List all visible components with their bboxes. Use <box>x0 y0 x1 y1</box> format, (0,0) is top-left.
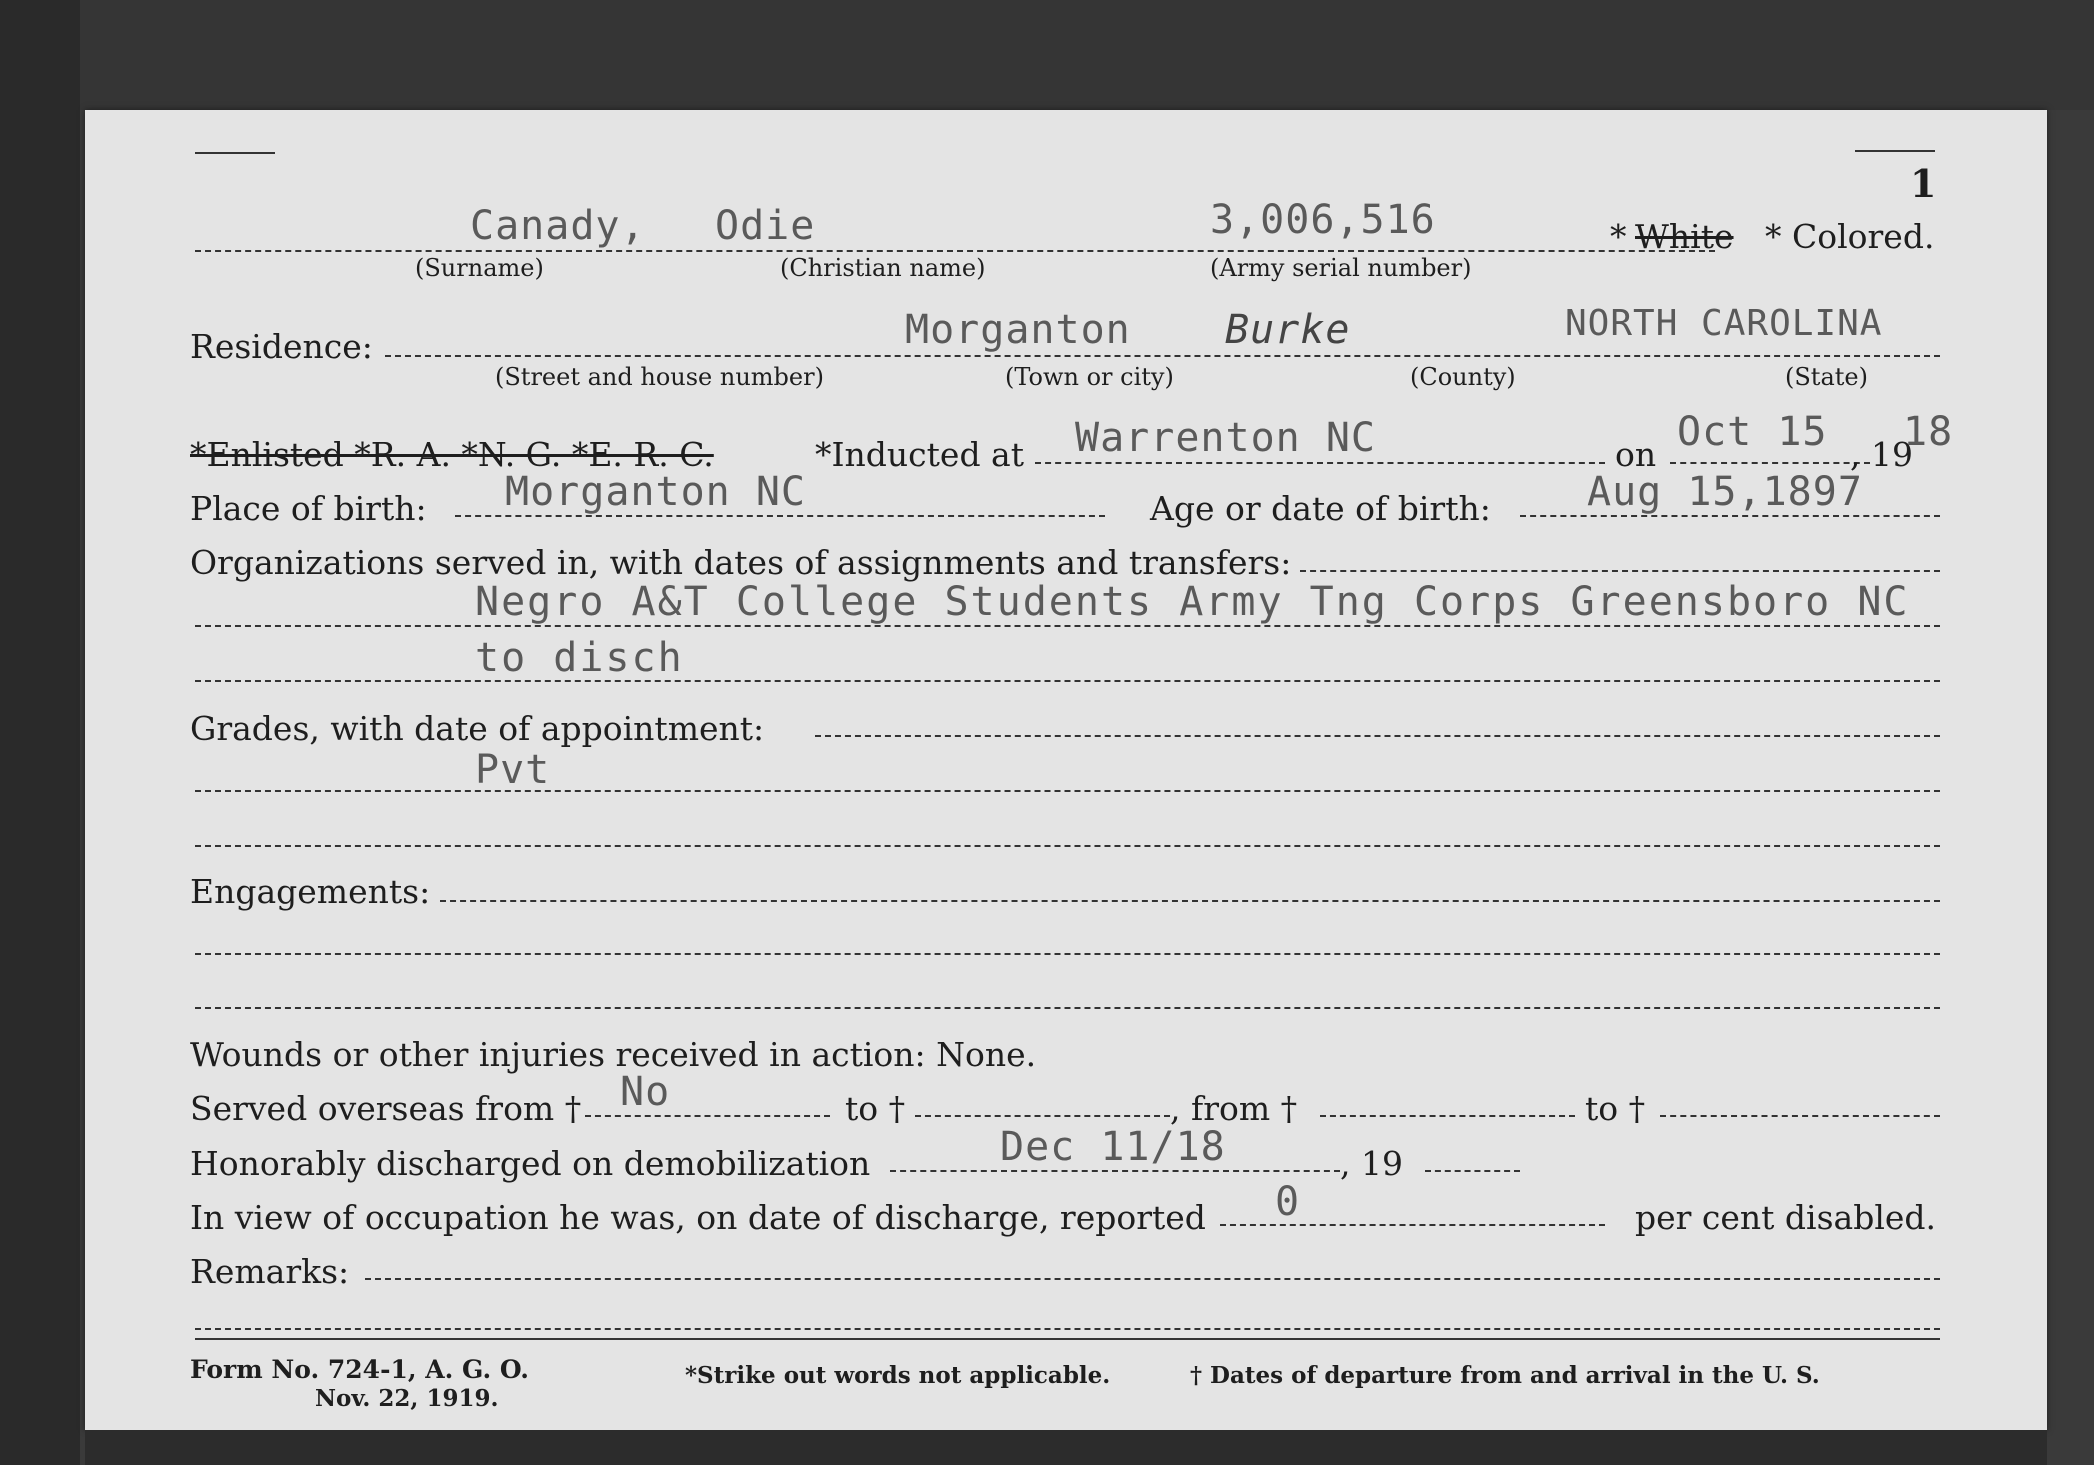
birth-date-line <box>1520 515 1940 517</box>
county-label: (County) <box>1410 363 1516 391</box>
card-number: 1 <box>1910 161 1937 206</box>
overseas-to2-line <box>1660 1115 1940 1117</box>
remarks-line-0 <box>365 1278 1940 1280</box>
disability-value: 0 <box>1275 1179 1301 1225</box>
overseas-to2-label: to † <box>1585 1089 1646 1128</box>
discharge-year-label: , 19 <box>1340 1144 1403 1183</box>
remarks-label: Remarks: <box>190 1252 350 1291</box>
residence-label: Residence: <box>190 327 373 366</box>
name-line <box>195 250 1715 252</box>
organizations-label: Organizations served in, with dates of assignments and transfers: <box>190 543 1292 582</box>
organizations-value-1: Negro A&T College Students Army Tng Corps Greensboro NC <box>475 579 1910 625</box>
residence-line <box>385 355 1940 357</box>
overseas-from2-label: , from † <box>1170 1089 1298 1128</box>
overseas-label: Served overseas from † <box>190 1089 582 1128</box>
background-top <box>0 0 2094 110</box>
inducted-line <box>1035 462 1605 464</box>
grades-line-1 <box>195 790 1940 792</box>
grades-value: Pvt <box>475 747 551 793</box>
record-card <box>85 110 2047 1430</box>
star-mark: * <box>1610 217 1627 256</box>
footer-note-dates: † Dates of departure from and arrival in the U. S. <box>1190 1362 1820 1389</box>
engagements-line-0 <box>440 900 1940 902</box>
disability-suffix: per cent disabled. <box>1635 1198 1937 1237</box>
engagements-label: Engagements: <box>190 872 431 911</box>
birth-place-label: Place of birth: <box>190 489 427 528</box>
top-right-rule <box>1855 150 1935 152</box>
town-value: Morganton <box>905 307 1131 353</box>
organizations-value-2: to disch <box>475 635 684 681</box>
birth-date-label: Age or date of birth: <box>1150 489 1491 528</box>
birth-date-value: Aug 15,1897 <box>1587 469 1863 515</box>
engagements-line-2 <box>195 1007 1940 1009</box>
discharge-label: Honorably discharged on demobilization <box>190 1144 871 1183</box>
christian-name-value: Odie <box>715 203 816 249</box>
serial-value: 3,006,516 <box>1210 197 1436 243</box>
discharge-year-line <box>1425 1170 1520 1172</box>
birth-place-value: Morganton NC <box>505 469 806 515</box>
birth-place-line <box>455 515 1105 517</box>
form-number: Form No. 724-1, A. G. O. <box>190 1355 529 1384</box>
disability-label: In view of occupation he was, on date of discharge, reported <box>190 1198 1206 1237</box>
year-prefix: , 19 <box>1850 435 1913 474</box>
inducted-label: *Inducted at <box>815 435 1024 474</box>
overseas-from-line <box>585 1115 830 1117</box>
enlisted-struck: *Enlisted *R. A. *N. G. *E. R. C. <box>190 435 714 474</box>
overseas-to-line <box>915 1115 1170 1117</box>
footer-note-strike: *Strike out words not applicable. <box>685 1362 1111 1389</box>
engagements-line-1 <box>195 953 1940 955</box>
white-struck: White <box>1635 217 1734 256</box>
inducted-year-value: 18 <box>1903 409 1954 455</box>
on-line <box>1670 462 1870 464</box>
state-label: (State) <box>1785 363 1868 391</box>
remarks-line-1 <box>195 1328 1940 1330</box>
organizations-line-1 <box>195 625 1940 627</box>
inducted-place-value: Warrenton NC <box>1075 415 1376 461</box>
town-label: (Town or city) <box>1005 363 1174 391</box>
surname-label: (Surname) <box>415 254 544 282</box>
wounds-label: Wounds or other injuries received in action: None. <box>190 1035 1037 1074</box>
inducted-date-value: Oct 15 <box>1677 409 1828 455</box>
overseas-to-label: to † <box>845 1089 906 1128</box>
overseas-from2-line <box>1320 1115 1575 1117</box>
christian-name-label: (Christian name) <box>780 254 986 282</box>
on-label: on <box>1615 435 1657 474</box>
street-label: (Street and house number) <box>495 363 824 391</box>
grades-label: Grades, with date of appointment: <box>190 709 765 748</box>
top-left-rule <box>195 152 275 154</box>
background-left <box>0 0 80 1465</box>
footer-rule <box>195 1338 1940 1340</box>
discharge-date-value: Dec 11/18 <box>1000 1124 1226 1170</box>
overseas-from-value: No <box>620 1069 671 1115</box>
county-value: Burke <box>1225 307 1351 353</box>
serial-label: (Army serial number) <box>1210 254 1472 282</box>
state-value: NORTH CAROLINA <box>1565 303 1883 344</box>
discharge-line <box>890 1170 1340 1172</box>
grades-line-0 <box>815 735 1940 737</box>
colored-label: * Colored. <box>1765 217 1935 256</box>
grades-line-2 <box>195 845 1940 847</box>
surname-value: Canady, <box>470 203 646 249</box>
form-date: Nov. 22, 1919. <box>315 1385 499 1412</box>
background-bottom <box>85 1430 2047 1465</box>
organizations-line-0 <box>1300 570 1940 572</box>
organizations-line-2 <box>195 680 1940 682</box>
